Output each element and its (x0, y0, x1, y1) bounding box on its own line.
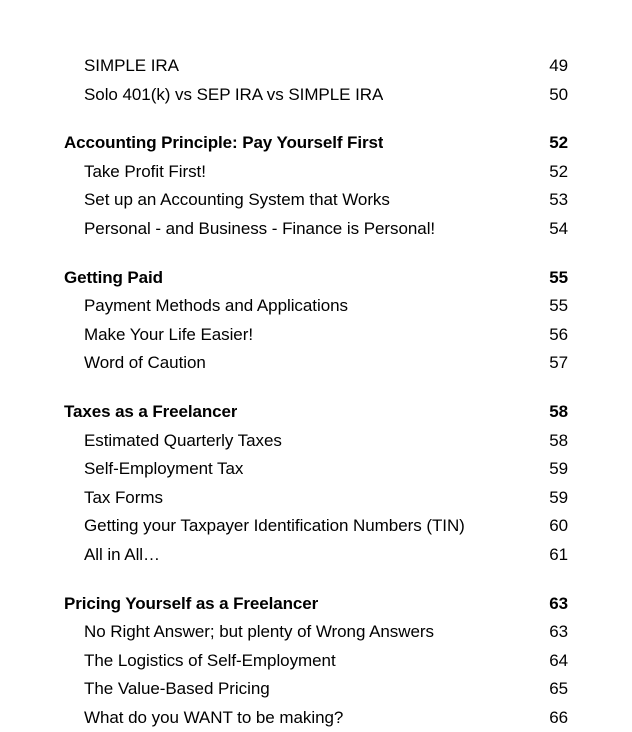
toc-entry-title: Getting your Taxpayer Identification Numbers (TIN) (84, 516, 465, 536)
toc-page-number: 58 (549, 430, 568, 450)
toc-entry-row[interactable] (64, 52, 568, 81)
toc-entry-title: Solo 401(k) vs SEP IRA vs SIMPLE IRA (84, 84, 384, 104)
toc-page-number: 55 (549, 296, 568, 316)
toc-entry-row[interactable] (64, 349, 568, 378)
toc-page-number: 50 (549, 84, 568, 104)
toc-section-heading-title: Taxes as a Freelancer (64, 401, 238, 421)
toc-section-heading-row[interactable] (64, 129, 568, 158)
toc-entry-title: SIMPLE IRA (84, 56, 179, 75)
toc-entry-title: The Logistics of Self-Employment (84, 650, 336, 670)
toc-page-number: 59 (549, 459, 568, 479)
toc-section-heading-title: Getting Paid (64, 267, 163, 287)
toc-entry-title: Take Profit First! (84, 161, 206, 181)
toc-entry-row[interactable] (64, 186, 568, 215)
toc-page-number: 56 (549, 324, 568, 344)
toc-entry-row[interactable] (64, 81, 568, 110)
toc-page-number: 52 (549, 161, 568, 181)
toc-entry-title: Estimated Quarterly Taxes (84, 430, 282, 450)
toc-entry-row[interactable] (64, 484, 568, 513)
toc-entry-row[interactable] (64, 618, 568, 647)
toc-entry-title: Tax Forms (84, 487, 163, 507)
toc-entry-row[interactable] (64, 158, 568, 187)
toc-entry-title: All in All… (84, 544, 160, 564)
toc-entry-title: Payment Methods and Applications (84, 296, 348, 316)
toc-entry-row[interactable] (64, 647, 568, 676)
toc-entry-title: No Right Answer; but plenty of Wrong Answers (84, 622, 434, 642)
toc-entry-title: Word of Caution (84, 353, 206, 373)
toc-entry-title: The Value-Based Pricing (84, 679, 270, 699)
toc-page-number: 53 (549, 190, 568, 210)
toc-entry-row[interactable] (64, 675, 568, 704)
toc-entry-row[interactable] (64, 512, 568, 541)
toc-entry-row[interactable] (64, 321, 568, 350)
toc-entry-row[interactable] (64, 292, 568, 321)
toc-section-heading-row[interactable] (64, 264, 568, 293)
toc-entry-row[interactable] (64, 704, 568, 732)
toc-page-number: 60 (549, 516, 568, 536)
toc-page-number: 64 (549, 650, 568, 670)
toc-entry-title: Set up an Accounting System that Works (84, 190, 390, 210)
toc-section-heading-title: Accounting Principle: Pay Yourself First (64, 133, 384, 153)
toc-entry-row[interactable] (64, 455, 568, 484)
toc-section-heading-title: Pricing Yourself as a Freelancer (64, 593, 319, 613)
toc-section-heading-row[interactable] (64, 398, 568, 427)
toc-section-heading-row[interactable] (64, 590, 568, 619)
toc-entry-row[interactable] (64, 427, 568, 456)
toc-page-number: 58 (549, 401, 568, 421)
toc-page-number: 55 (549, 267, 568, 287)
toc-entry-row[interactable] (64, 541, 568, 570)
toc-entry-title: Make Your Life Easier! (84, 324, 253, 344)
toc-entry-row[interactable] (64, 215, 568, 244)
toc-page-number: 61 (549, 544, 568, 564)
toc-entry-title: Self-Employment Tax (84, 459, 244, 479)
toc-entry-title: Personal - and Business - Finance is Personal! (84, 218, 436, 238)
toc-page-number: 66 (549, 707, 568, 727)
toc-page-number: 63 (549, 593, 568, 613)
toc-page-number: 54 (549, 218, 568, 238)
toc-page-number: 65 (549, 679, 568, 699)
toc-page-number: 59 (549, 487, 568, 507)
toc-page-number: 52 (549, 133, 568, 153)
toc-page-number: 63 (549, 622, 568, 642)
toc-entry-list (64, 52, 568, 732)
toc-page-number: 49 (549, 56, 568, 75)
toc-entry-title: What do you WANT to be making? (84, 707, 344, 727)
toc-page-number: 57 (549, 353, 568, 373)
